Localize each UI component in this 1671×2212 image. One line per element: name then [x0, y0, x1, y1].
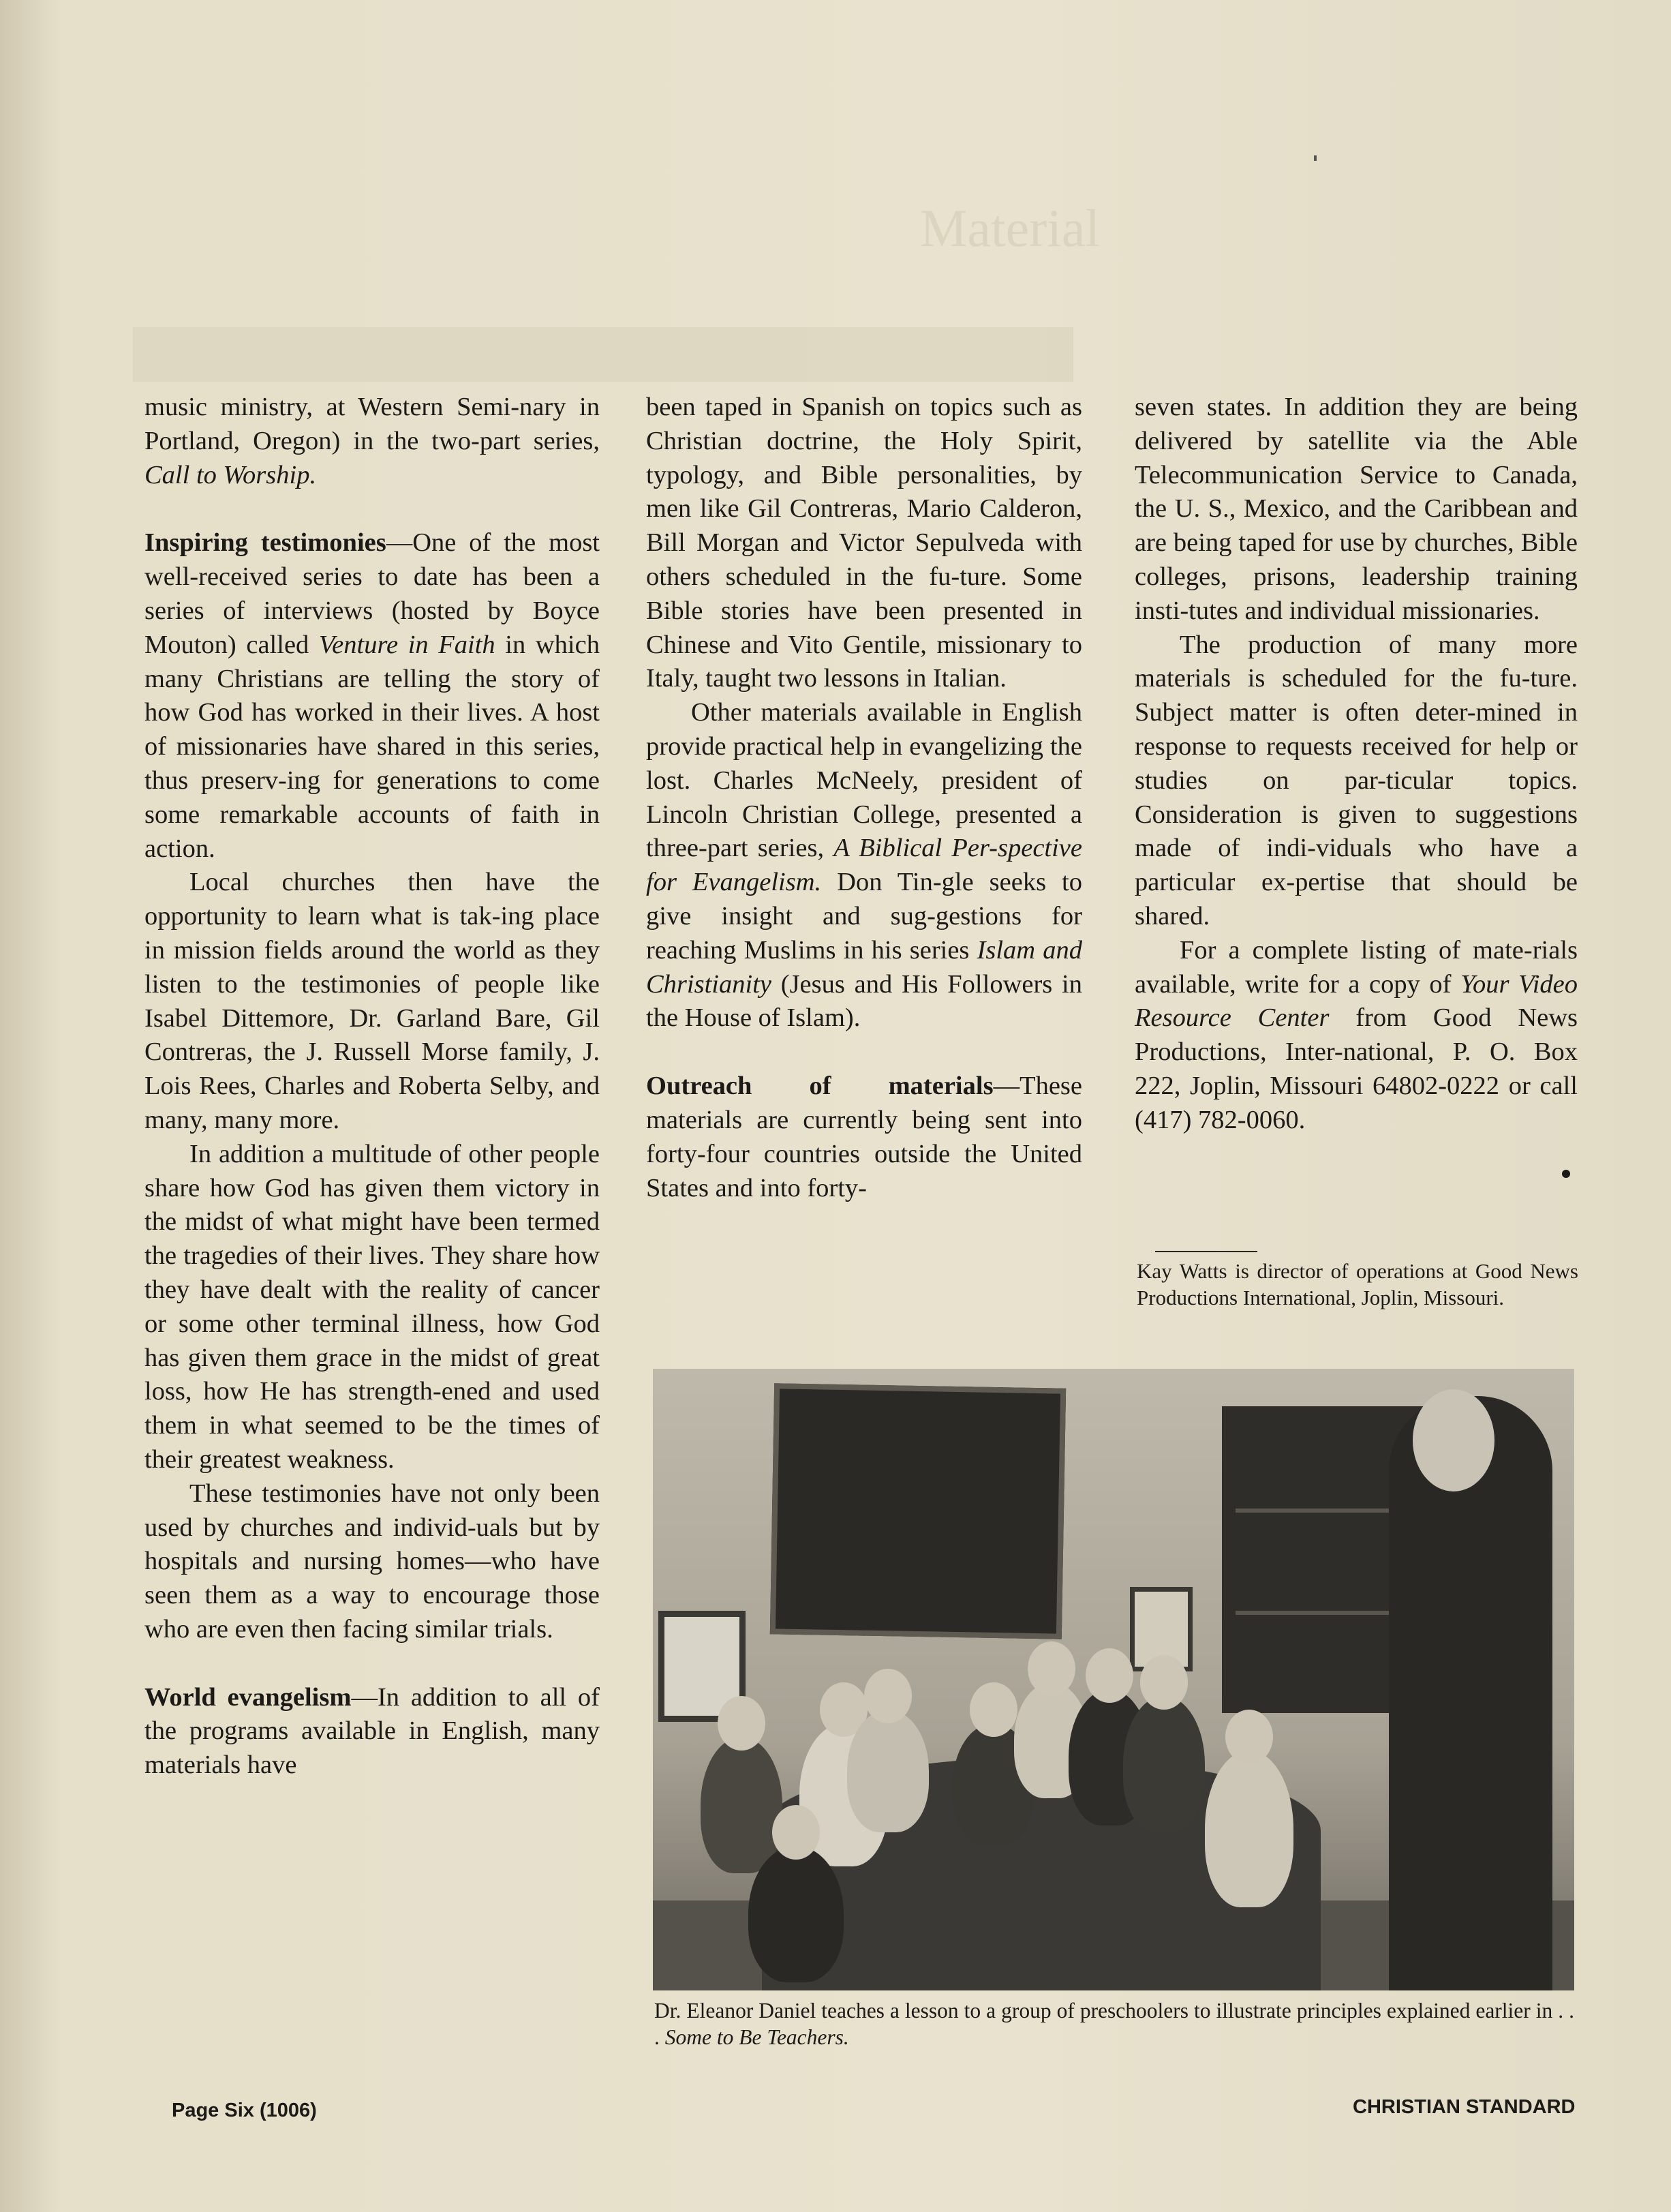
photo-child — [748, 1846, 844, 1982]
paragraph — [144, 526, 600, 866]
paragraph: These testimonies have not only been used by churches and individ-uals but by hospitals and nursing homes—who have seen them as a way to encourage those who are even then facing similar trials. — [144, 1479, 600, 1643]
section-heading: Inspiring testimonies — [144, 528, 386, 558]
caption-text: Dr. Eleanor Daniel teaches a lesson to a group of preschoolers to illustrate principles explained earlier in . . . — [654, 1999, 1574, 2049]
paragraph-text: from Good News Productions, Inter-national, P. O. Box 222, Joplin, Missouri 64802-0222 or call (417) 782-0060. — [1135, 1003, 1578, 1134]
paragraph: Local churches then have the opportunity to learn what is tak-ing place in mission fields around the world as they listen to the testimonies of people like Isabel Dittemore, Dr. Garland Bare, Gil Contreras, the J. Russell Morse family, J. Lois Rees, Charles and Roberta Selby, and many, many more. — [144, 868, 600, 1134]
paragraph: been taped in Spanish on topics such as Christian doctrine, the Holy Spirit, typology, and Bible personalities, by men like Gil Contreras, Mario Calderon, Bill Morgan and Victor Sepulveda with others scheduled in the fu-ture. Some Bible stories have been presented in Chinese and Vito Gentile, missionary to Italy, taught two lessons in Italian. — [646, 393, 1082, 693]
caption-reference: Some to Be Teachers. — [664, 2025, 849, 2049]
paragraph: In addition a multitude of other people share how God has given them victory in the midst of what might have been termed the tragedies of their lives. They share how they have dealt with the reality of cancer or some other terminal illness, how God has given them grace in the midst of great loss, how He has strength-ened and used them in what seemed to be the times of their greatest weakness. — [144, 1139, 600, 1474]
paragraph-text: music ministry, at Western Semi-nary in Portland, Oregon) in the two-part series, — [144, 393, 600, 455]
print-speck — [1314, 155, 1317, 161]
bleed-through-heading: Material — [920, 198, 1101, 258]
paragraph-text: Don Tin-gle seeks to give insight and sug-gestions for reaching Muslims in his series — [646, 868, 1082, 965]
bio-divider — [1155, 1251, 1257, 1252]
paragraph — [646, 1070, 1082, 1205]
publication-title: Your Video Resource Center — [1135, 969, 1578, 1033]
publication-name: CHRISTIAN STANDARD — [1353, 2096, 1576, 2118]
photo-teacher-head — [1413, 1389, 1494, 1491]
author-bio: Kay Watts is director of operations at Good News Productions International, Joplin, Missouri. — [1137, 1259, 1578, 1309]
paragraph — [144, 1681, 600, 1783]
paragraph — [1135, 934, 1578, 1138]
photo-chalkboard — [770, 1383, 1066, 1639]
photo-child — [701, 1737, 782, 1873]
paragraph: seven states. In addition they are being delivered by satellite via the Able Telecommunication Service to Canada, the U. S., Mexico, and the Caribbean and are being taped for use by churches, Bible colleges, prisons, leadership training insti-tutes and individual missionaries. — [1135, 393, 1578, 625]
series-title: Islam and Christianity — [646, 935, 1082, 999]
paragraph-text: —One of the most well-received series to date has been a series of interviews (hosted by Boyce Mouton) called — [144, 528, 600, 659]
end-of-article-mark — [1562, 1170, 1570, 1178]
bleed-through-band — [133, 327, 1073, 382]
photo-child — [1123, 1696, 1205, 1832]
section-heading: Outreach of materials — [646, 1072, 994, 1101]
article-column-2 — [646, 391, 1082, 1205]
classroom-photo — [653, 1369, 1574, 1990]
photo-child — [847, 1710, 929, 1832]
paragraph: The production of many more materials is scheduled for the fu-ture. Subject matter is often deter-mined in response to requests received for help or studies on par-ticular topics. Consideration is given to suggestions made of indi-viduals who have a particular ex-pertise that should be shared. — [1135, 630, 1578, 930]
photo-child — [1205, 1751, 1293, 1907]
photo-caption — [654, 1997, 1574, 2050]
section-heading: World evangelism — [144, 1682, 352, 1712]
paragraph-text: —These materials are currently being sent into forty-four countries outside the United States and into forty- — [646, 1072, 1082, 1202]
article-column-1 — [144, 391, 600, 1783]
paragraph-text: —In addition to all of the programs available in English, many materials have — [144, 1682, 600, 1780]
series-title: Venture in Faith — [318, 630, 495, 659]
paragraph-text: For a complete listing of mate-rials available, write for a copy of — [1135, 935, 1578, 999]
paragraph-text: Other materials available in English provide practical help in evangelizing the lost. Charles McNeely, president of Lincoln Christian College, presented a three-part series, — [646, 698, 1082, 863]
series-title: Call to Worship. — [144, 460, 317, 489]
series-title: A Biblical Per-spective for Evangelism. — [646, 834, 1082, 897]
article-column-3 — [1135, 391, 1578, 1138]
paragraph-text: in which many Christians are telling the story of how God has worked in their lives. A host of missionaries have shared in this series, thus preserv-ing for generations to come some remarkable accounts of faith in action. — [144, 630, 600, 863]
paragraph — [144, 391, 600, 492]
paragraph-text: (Jesus and His Followers in the House of Islam). — [646, 969, 1082, 1033]
page-number: Page Six (1006) — [172, 2100, 317, 2121]
paragraph — [646, 696, 1082, 1035]
